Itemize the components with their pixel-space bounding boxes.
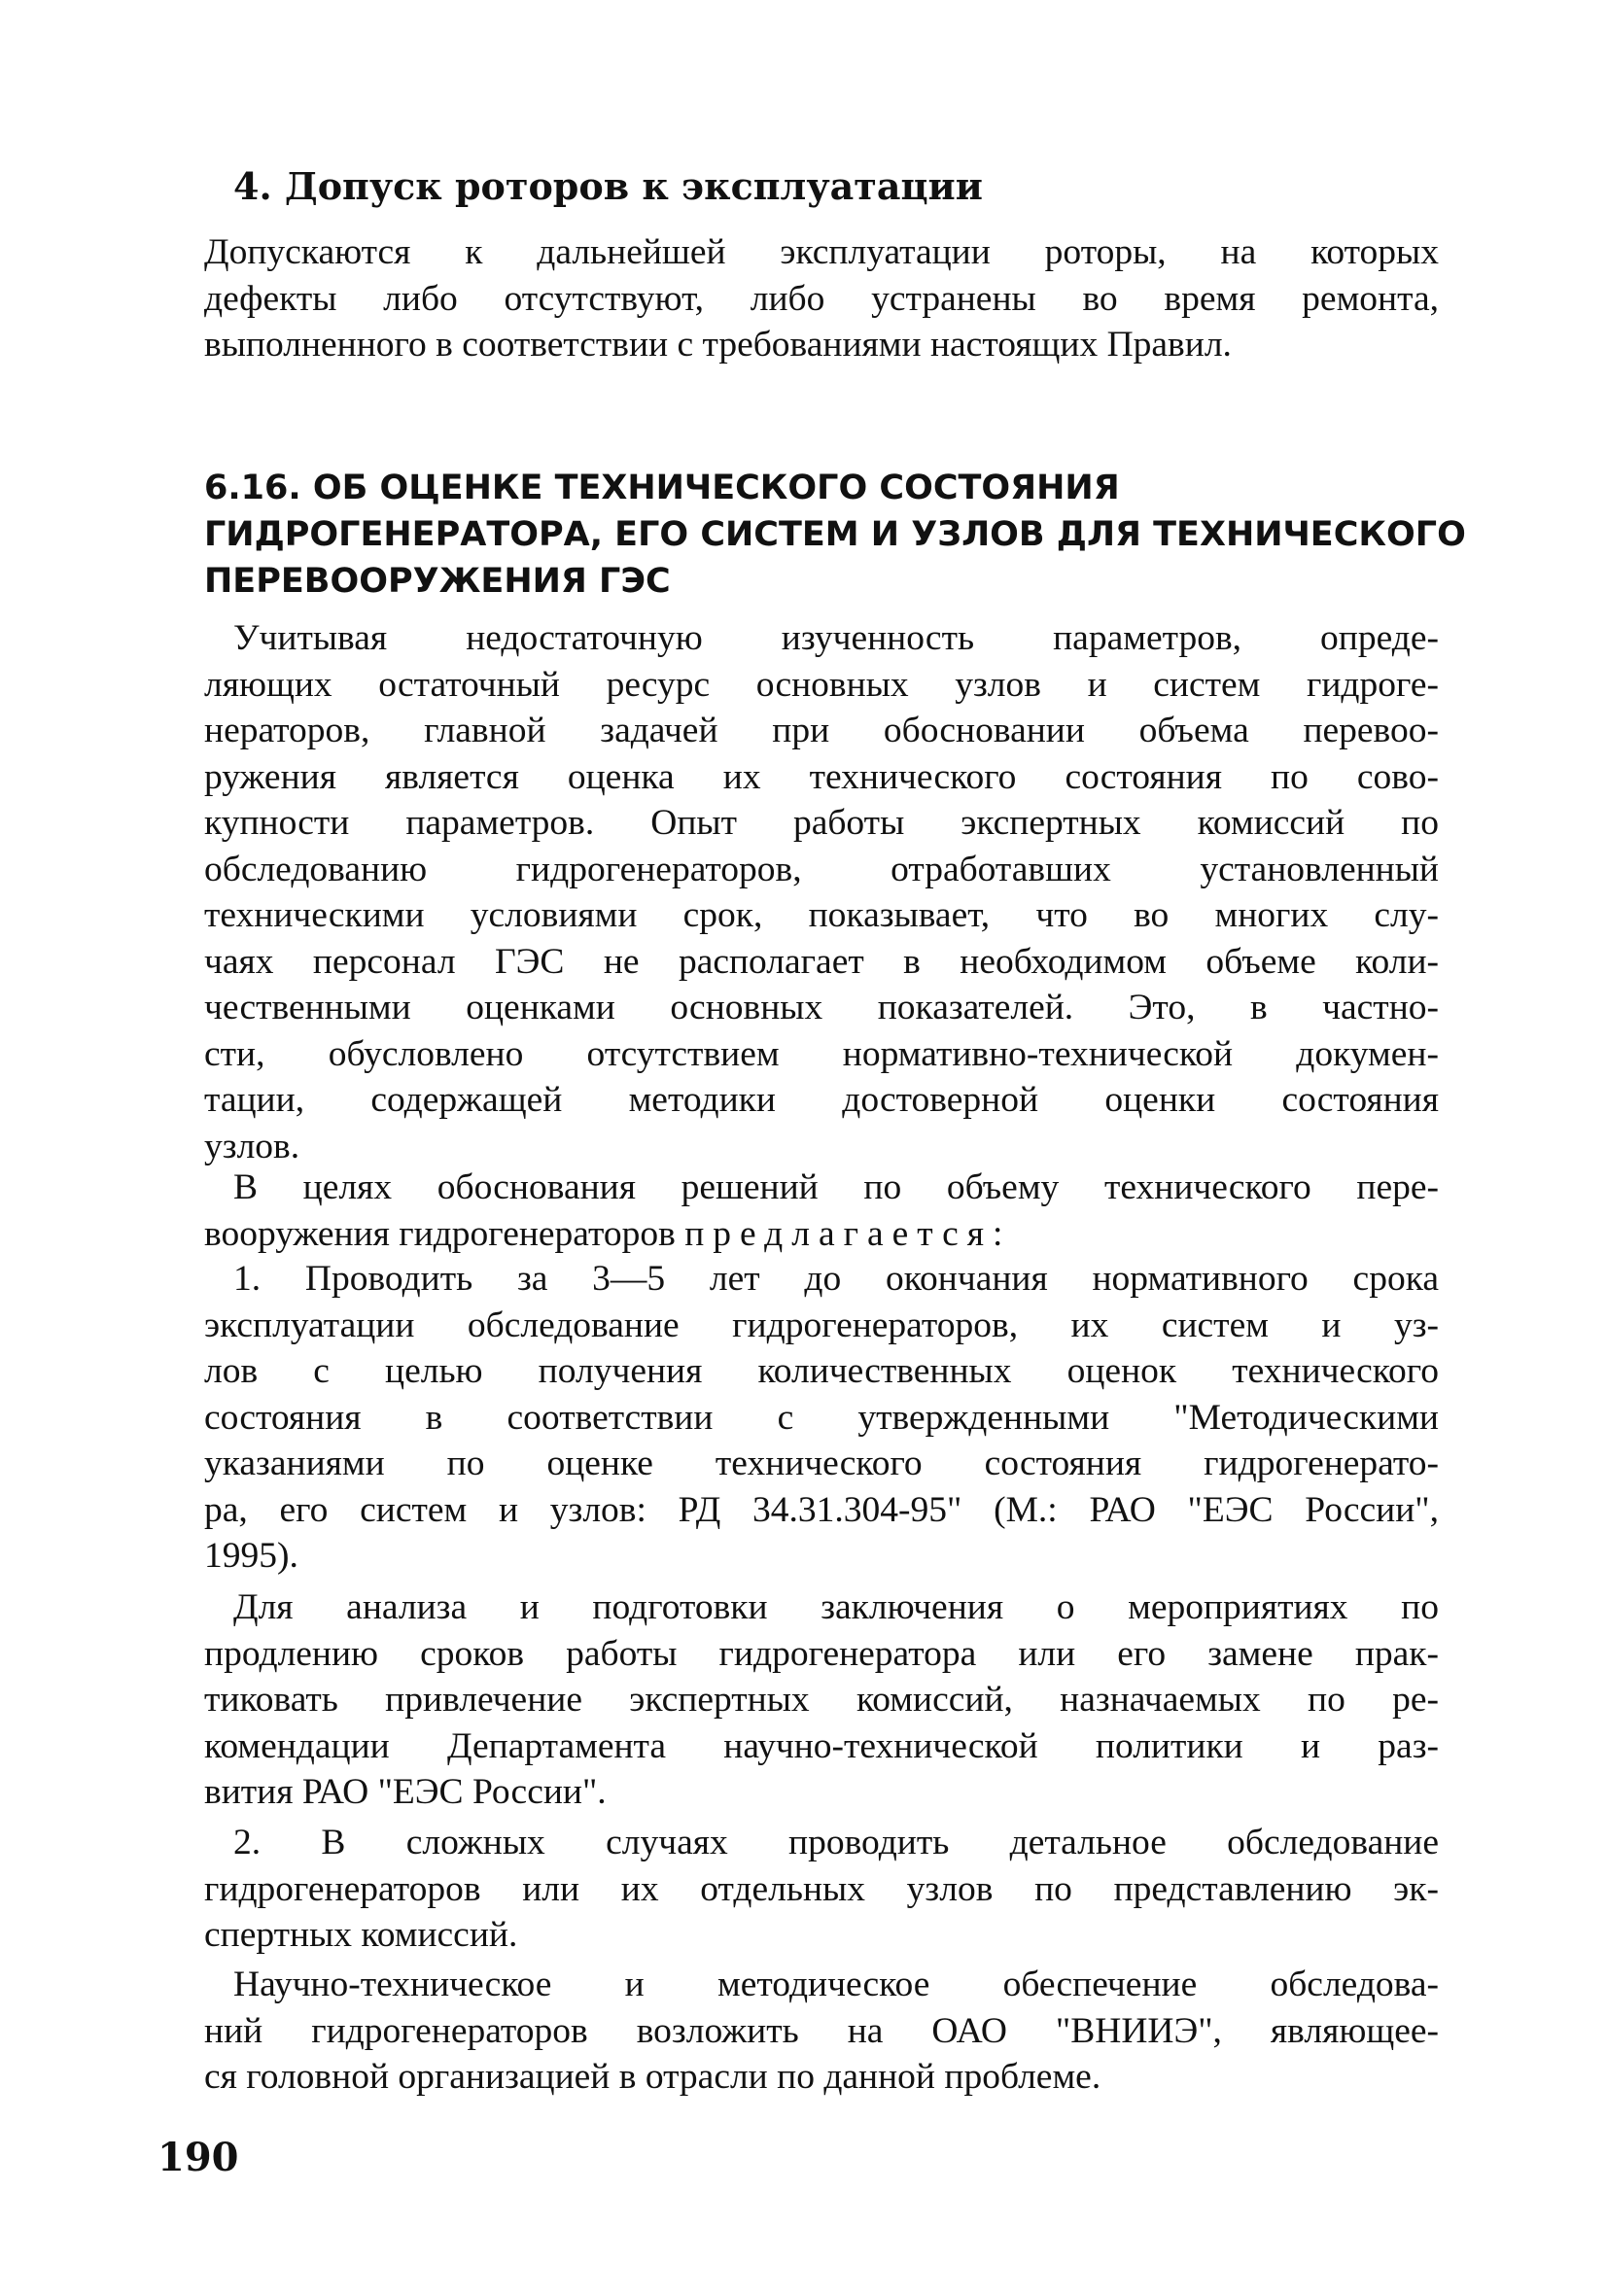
text-line: вития РАО "ЕЭС России".: [204, 1772, 607, 1812]
text-line: сти, обусловлено отсутствием нормативно-технической докумен-: [204, 1033, 1439, 1074]
text-line: Учитывая недостаточную изученность параметров, опреде-: [233, 618, 1439, 658]
text-line: лов с целью получения количественных оценок технического: [204, 1351, 1439, 1391]
text-line: гидрогенераторов или их отдельных узлов по представлению эк-: [204, 1868, 1439, 1909]
text-line: ний гидрогенераторов возложить на ОАО "ВНИИЭ", являющее-: [204, 2010, 1439, 2051]
text-line: комендации Департамента научно-технической политики и раз-: [204, 1725, 1439, 1766]
text-line: 1. Проводить за 3—5 лет до окончания нормативного срока: [233, 1259, 1439, 1299]
paragraph-1: [204, 615, 1439, 1169]
page-number: 190: [157, 2135, 239, 2180]
paragraph-3: [204, 1584, 1439, 1816]
text-line: продлению сроков работы гидрогенератора или его замене прак-: [204, 1633, 1439, 1674]
text-line: нераторов, главной задачей при обосновании объема перевоо-: [204, 711, 1439, 750]
text-line: чаях персонал ГЭС не располагает в необходимом объеме коли-: [204, 941, 1439, 982]
title-line: ГИДРОГЕНЕРАТОРА, ЕГО СИСТЕМ И УЗЛОВ ДЛЯ ТЕХНИЧЕСКОГО: [204, 515, 1466, 554]
text-line: спертных комиссий.: [204, 1915, 518, 1955]
text-line: В целях обоснования решений по объему технического пере-: [233, 1167, 1439, 1207]
text-line: [204, 1211, 1439, 1258]
text-line: обследованию гидрогенераторов, отработавших установленный: [204, 849, 1439, 889]
text-line: тиковать привлечение экспертных комиссий, назначаемых по ре-: [204, 1680, 1439, 1720]
text-line: выполненного в соответствии с требованиями настоящих Правил.: [204, 325, 1232, 365]
emphasized-word: предлагается: [684, 1213, 994, 1254]
text-line: тации, содержащей методики достоверной оценки состояния: [204, 1080, 1439, 1120]
text-line: 2. В сложных случаях проводить детальное обследование: [233, 1823, 1439, 1862]
text-fragment: вооружения гидрогенераторов: [204, 1213, 685, 1254]
text-line: Допускаются к дальнейшей эксплуатации роторы, на которых: [204, 232, 1439, 272]
section-6-16-title: [204, 465, 1466, 605]
list-item-2: [204, 1820, 1439, 1959]
section-4-paragraph: [204, 229, 1439, 368]
title-line: ПЕРЕВООРУЖЕНИЯ ГЭС: [204, 562, 671, 601]
paragraph-4: [204, 1962, 1439, 2101]
text-line: узлов.: [204, 1126, 300, 1166]
text-line: состояния в соответствии с утвержденными "Методическими: [204, 1397, 1439, 1438]
paragraph-2: [204, 1165, 1439, 1257]
text-line: техническими условиями срок, показывает, что во многих слу-: [204, 895, 1439, 935]
text-line: ра, его систем и узлов: РД 34.31.304-95" (М.: РАО "ЕЭС России",: [204, 1489, 1439, 1530]
text-line: ляющих остаточный ресурс основных узлов и систем гидроге-: [204, 664, 1439, 705]
text-line: купности параметров. Опыт работы экспертных комиссий по: [204, 803, 1439, 843]
section-4-heading: 4. Допуск роторов к эксплуатации: [233, 164, 983, 208]
text-line: Для анализа и подготовки заключения о мероприятиях по: [233, 1587, 1439, 1627]
text-line: ружения является оценка их технического состояния по сово-: [204, 756, 1439, 797]
text-line: ся головной организацией в отрасли по данной проблеме.: [204, 2057, 1101, 2097]
text-line: указаниями по оценке технического состояния гидрогенерато-: [204, 1444, 1439, 1483]
text-line: эксплуатации обследование гидрогенераторов, их систем и уз-: [204, 1305, 1439, 1345]
text-line: 1995).: [204, 1536, 298, 1576]
text-line: дефекты либо отсутствуют, либо устранены во время ремонта,: [204, 278, 1439, 319]
text-fragment: :: [993, 1213, 1003, 1254]
text-line: Научно-техническое и методическое обеспечение обследова-: [233, 1965, 1439, 2004]
list-item-1: [204, 1256, 1439, 1580]
text-line: чественными оценками основных показателей. Это, в частно-: [204, 988, 1439, 1027]
title-line: 6.16. ОБ ОЦЕНКЕ ТЕХНИЧЕСКОГО СОСТОЯНИЯ: [204, 469, 1120, 507]
